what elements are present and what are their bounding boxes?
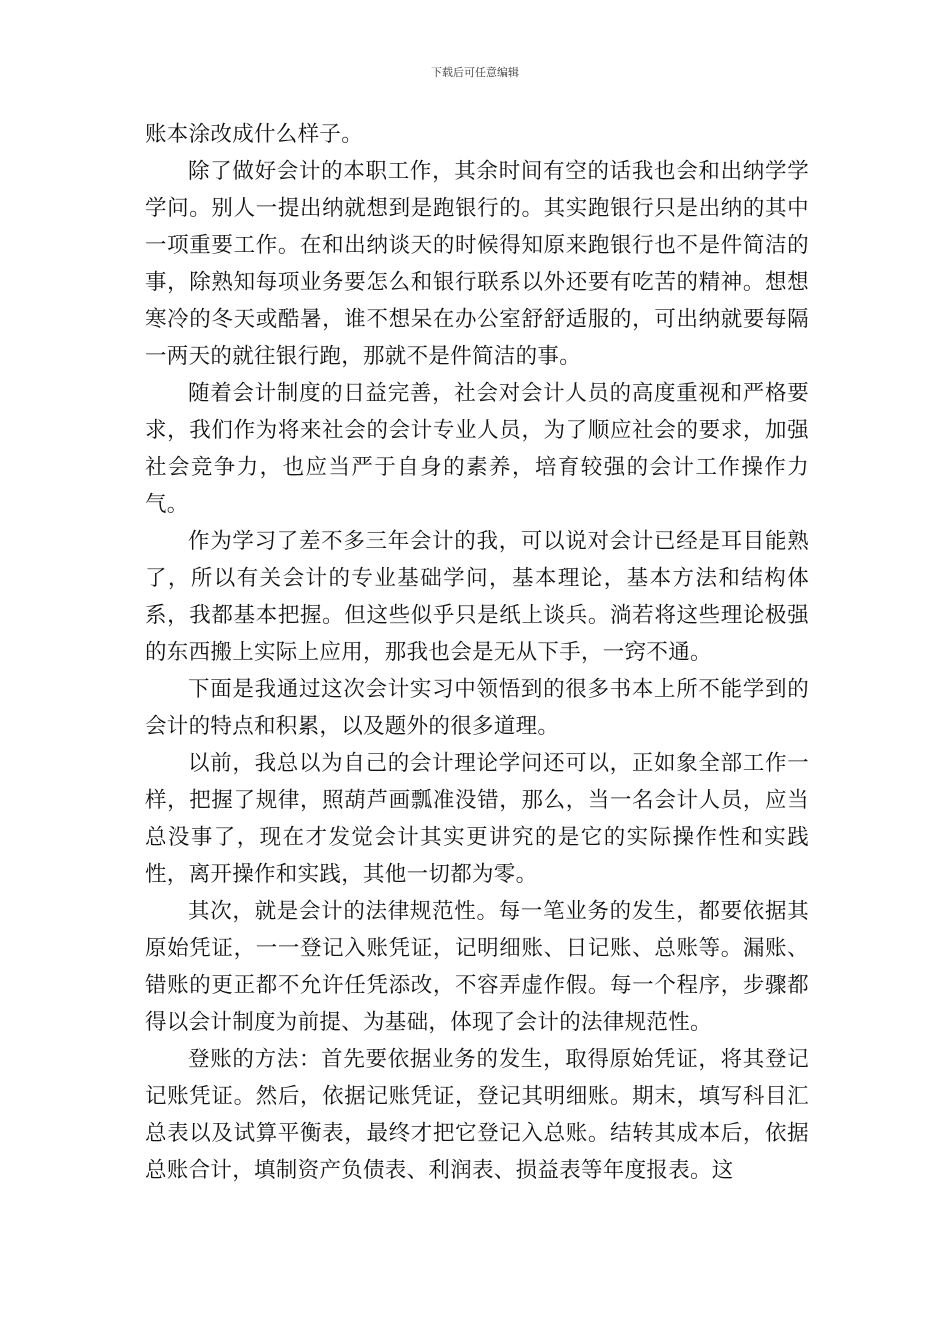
- paragraph-6: 以前，我总以为自己的会计理论学问还可以，正如象全部工作一样，把握了规律，照葫芦画瓢准没错，那么，当一名会计人员，应当总没事了，现在才发觉会计其实更讲究的是它的实际操作性和实践性，离开操作和实践，其他一切都为零。: [145, 751, 809, 887]
- paragraph-3: 随着会计制度的日益完善，社会对会计人员的高度重视和严格要求，我们作为将来社会的会计专业人员，为了顺应社会的要求，加强社会竞争力，也应当严于自身的素养，培育较强的会计工作操作力气。: [145, 381, 809, 517]
- paragraph-8: 登账的方法：首先要依据业务的发生，取得原始凭证，将其登记记账凭证。然后，依据记账凭证，登记其明细账。期末，填写科目汇总表以及试算平衡表，最终才把它登记入总账。结转其成本后，依据总账合计，填制资产负债表、利润表、损益表等年度报表。这: [145, 1047, 809, 1183]
- page-header: 下载后可任意编辑: [431, 66, 519, 79]
- paragraph-2: 除了做好会计的本职工作，其余时间有空的话我也会和出纳学学学问。别人一提出纳就想到是跑银行的。其实跑银行只是出纳的其中一项重要工作。在和出纳谈天的时候得知原来跑银行也不是件简洁的事，除熟知每项业务要怎么和银行联系以外还要有吃苦的精神。想想寒冷的冬天或酷暑，谁不想呆在办公室舒舒适服的，可出纳就要每隔一两天的就往银行跑，那就不是件简洁的事。: [145, 159, 809, 369]
- paragraph-5: 下面是我通过这次会计实习中领悟到的很多书本上所不能学到的会计的特点和积累，以及题外的很多道理。: [145, 677, 809, 739]
- paragraph-1: 账本涂改成什么样子。: [145, 122, 364, 147]
- paragraph-4: 作为学习了差不多三年会计的我，可以说对会计已经是耳目能熟了，所以有关会计的专业基础学问，基本理论，基本方法和结构体系，我都基本把握。但这些似乎只是纸上谈兵。淌若将这些理论极强的东西搬上实际上应用，那我也会是无从下手，一窍不通。: [145, 529, 809, 665]
- paragraph-7: 其次，就是会计的法律规范性。每一笔业务的发生，都要依据其原始凭证，一一登记入账凭证，记明细账、日记账、总账等。漏账、错账的更正都不允许任凭添改，不容弄虚作假。每一个程序，步骤都得以会计制度为前提、为基础，体现了会计的法律规范性。: [145, 899, 809, 1035]
- document-body: [145, 116, 809, 1189]
